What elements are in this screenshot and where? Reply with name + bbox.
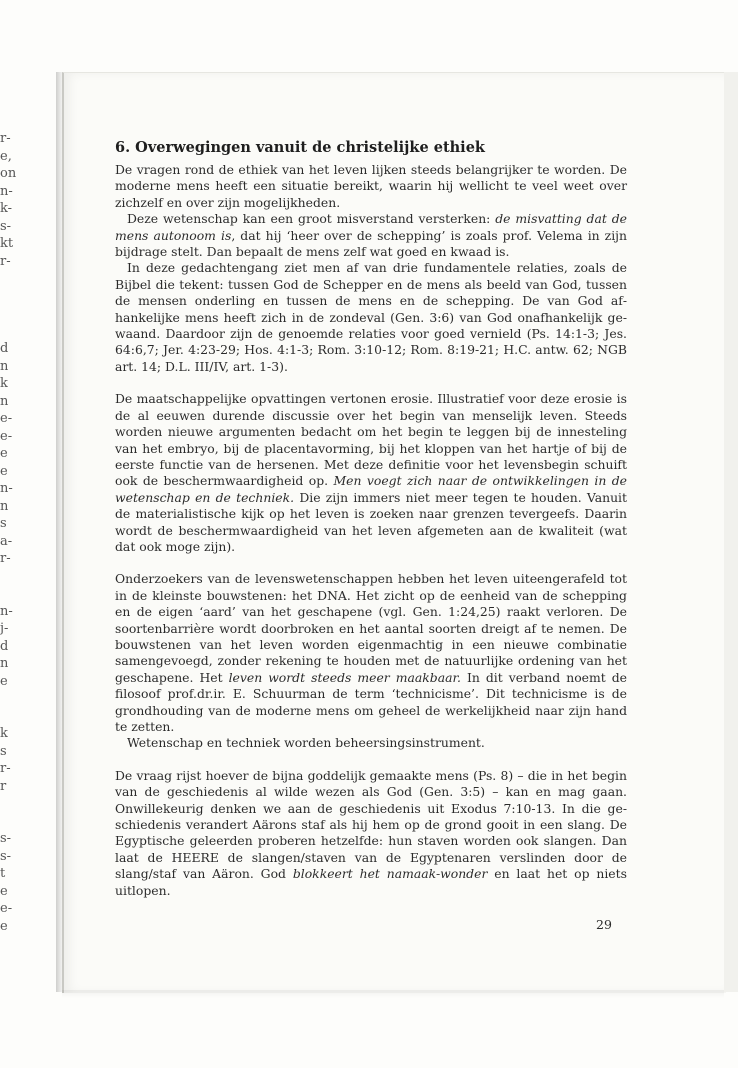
previous-page-fragment: e	[0, 463, 8, 479]
previous-page-fragment: s-	[0, 831, 12, 846]
paragraph	[115, 571, 627, 735]
previous-page-fragment: e	[0, 883, 8, 899]
previous-page-fragment: k	[0, 376, 8, 391]
paragraph	[115, 211, 627, 260]
paragraph	[115, 260, 627, 375]
paragraph	[115, 735, 627, 751]
emphasis-text: de misvatting dat de mens autonoom is	[115, 211, 628, 243]
paragraph	[115, 162, 627, 211]
text-run: en laat het op niets uitlopen.	[115, 866, 627, 898]
previous-page-fragment: n	[0, 656, 9, 671]
text-run: , dat hij ‘heer over de schepping’ is zoals prof. Velema in zijn bijdrage stelt. Dan bepaalt de mens zelf wat goed en kwaad is.	[115, 227, 627, 260]
text-run: Onderzoekers van de levenswetenschappen hebben het leven uiteengerafeld tot in de kleinste bouwstenen: het DNA. Het zicht op de eenheid van de schepping en de eigen ‘aard’ van het geschapene (vgl. Gen. 1:24,25) raakt verloren. De soortenbarrière wordt doorbroken en het aantal soorten dreigt af te nemen. De bouwstenen van het leven worden eigenmachtig in een nieuwe combinatie samengevoegd, zonder rekening te houden met de natuurlijke ordening van het geschapene. Het	[115, 571, 627, 685]
page-bottom-edge	[62, 990, 724, 998]
text-run: Deze wetenschap kan een groot misverstand versterken:	[127, 211, 496, 227]
previous-page-fragment: on	[0, 166, 17, 181]
previous-page-fragment: n	[0, 498, 9, 514]
previous-page-fragment: e	[0, 673, 8, 689]
previous-page-fragment: n-	[0, 481, 13, 496]
previous-page-fragment: n	[0, 358, 9, 374]
previous-page-fragment: d	[0, 341, 9, 356]
previous-page-fragment	[0, 813, 16, 831]
text-run: Wetenschap en techniek worden beheersingsinstrument.	[127, 735, 485, 751]
previous-page-fragment: r	[0, 778, 7, 794]
previous-page-fragment	[0, 323, 16, 341]
previous-page-fragment: k-	[0, 201, 13, 216]
previous-page-fragment: a-	[0, 533, 13, 549]
previous-page-fragment: r-	[0, 131, 11, 146]
previous-page-fragment	[0, 708, 16, 726]
paragraph	[115, 768, 627, 899]
previous-page-fragment	[0, 795, 16, 813]
previous-page-fragment: e-	[0, 411, 13, 426]
previous-page-fragment: e	[0, 918, 8, 934]
previous-page-fragment	[0, 288, 16, 306]
previous-page-fragment	[0, 690, 16, 708]
previous-page-fragment: e-	[0, 901, 13, 916]
page-content	[115, 138, 627, 899]
previous-page-fragment	[0, 270, 16, 288]
text-run: De vraag rijst hoever de bijna goddelijk gemaakte mens (Ps. 8) – die in het begin van de geschiedenis al wilde wezen als God (Gen. 3:5) – kan en mag gaan. Onwillekeurig denken we aan de geschiedenis uit Exodus 7:10-13. In die geschiedenis verandert Aärons staf als hij hem op de grond gooit in een slang. De Egyptische geleerden proberen hetzelfde: hun staven worden ook slangen. Dan laat de HEERE de slangen/staven van de Egyptenaren verslinden door de slang/staf van Aäron. God	[115, 767, 627, 882]
text-run: De vragen rond de ethiek van het leven lijken steeds belangrijker te worden. De moderne mens heeft een situatie bereikt, waarin hij wellicht te veel weet over zichzelf en over zijn mogelijkheden.	[115, 162, 627, 210]
text-run: De maatschappelijke opvattingen vertonen erosie. Illustratief voor deze erosie is de al eeuwen durende discussie over het begin van menselijk leven. Steeds worden nieuwe argumenten bedacht om het begin te leggen bij de innesteling van het embryo, bij de placentavorming, bij het kloppen van het hartje of bij de eerste functie van de hersenen. Met deze definitie voor het levensbegin schuift ook de beschermwaardigheid op.	[115, 391, 627, 489]
previous-page-fragment: j-	[0, 621, 9, 636]
section-heading: 6. Overwegingen vanuit de christelijke ethiek	[115, 139, 485, 156]
previous-page-fragment: r-	[0, 551, 11, 566]
previous-page-fragment: r-	[0, 761, 11, 776]
page-number: 29	[596, 917, 612, 932]
previous-page-fragment: s	[0, 743, 7, 759]
previous-page-fragment: n-	[0, 183, 13, 199]
text-run: In deze gedachtengang ziet men af van drie fundamentele relaties, zoals de Bijbel die tekent: tussen God de Schepper en de mens als beeld van God, tussen de mensen onderling en tussen de mens en de schepping. De van God afhankelijke mens heeft zich in de zondeval (Gen. 3:6) van God onafhankelijk gewaand. Daardoor zijn de genoemde relaties voor goed vernield (Ps. 14:1-3; Jes. 64:6,7; Jer. 4:23-29; Hos. 4:1-3; Rom. 3:10-12; Rom. 8:19-21; H.C. antw. 62; NGB art. 14; D.L. III/IV, art. 1-3).	[115, 260, 627, 374]
body-text	[115, 162, 627, 899]
previous-page-fragment: d	[0, 638, 9, 654]
previous-page-fragment: e-	[0, 428, 13, 444]
previous-page-edge	[0, 130, 17, 934]
emphasis-text: blokkeert het namaak-wonder	[292, 866, 488, 882]
previous-page-fragment: t	[0, 866, 6, 881]
text-run: Die zijn immers niet meer tegen te houden. Vanuit de materialistische kijk op het leven is zoeken naar grenzen tevergeefs. Daarin wordt de beschermwaardigheid van het leven afgemeten aan de kwaliteit (wat dat ook moge zijn).	[115, 489, 627, 554]
previous-page-fragment: s	[0, 516, 7, 531]
previous-page-fragment	[0, 568, 16, 586]
paragraph	[115, 391, 627, 555]
previous-page-fragment: s-	[0, 218, 12, 234]
previous-page-fragment: s-	[0, 848, 12, 864]
previous-page-fragment: kt	[0, 236, 14, 251]
previous-page-fragment: n-	[0, 603, 13, 619]
previous-page-fragment	[0, 305, 16, 323]
emphasis-text: Men voegt zich naar de ontwikkelingen in de wetenschap en de techniek.	[115, 473, 627, 505]
page-right-edge	[724, 72, 738, 992]
previous-page-fragment: n	[0, 393, 9, 409]
emphasis-text: leven wordt steeds meer maakbaar.	[228, 669, 461, 685]
previous-page-fragment: e,	[0, 148, 12, 164]
text-run: In dit verband noemt de filosoof prof.dr.ir. E. Schuurman de term ‘technicisme’. Dit technicisme is de grondhouding van de moderne mens om geheel de werkelijkheid naar zijn hand te zetten.	[115, 669, 627, 734]
previous-page-fragment: r-	[0, 253, 11, 269]
previous-page-fragment: e	[0, 446, 8, 461]
previous-page-fragment	[0, 585, 16, 603]
previous-page-fragment: k	[0, 726, 8, 741]
